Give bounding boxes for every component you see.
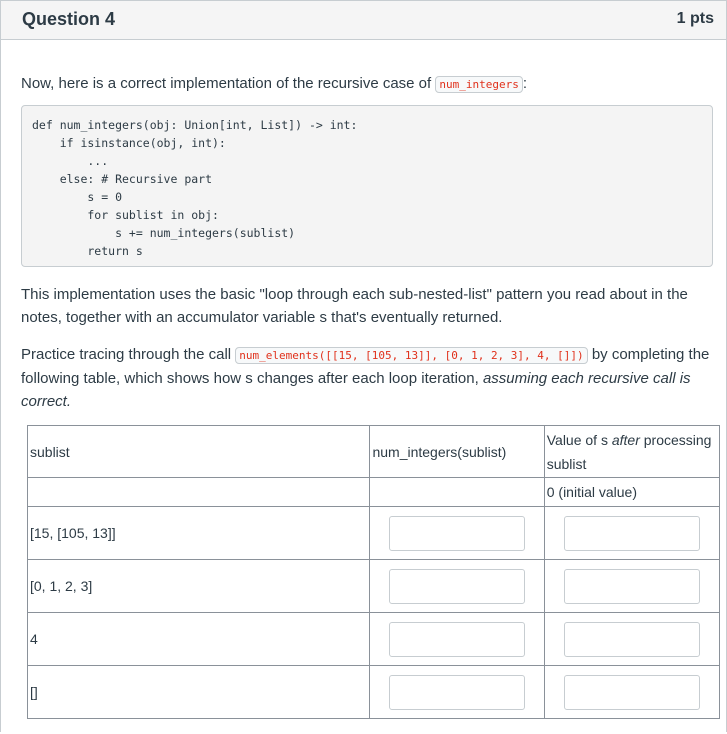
value-of-s-input[interactable] [564,569,700,604]
table-row [28,666,720,719]
practice-italic: assuming each recursive call is correct. [21,370,691,410]
intro-code: num_integers [435,76,522,93]
practice-prefix: Practice tracing through the call [21,346,236,363]
table-row [28,507,720,560]
question-points: 1 pts [676,10,714,27]
code-block [21,105,713,267]
sublist-cell: 4 [28,613,370,666]
value-of-s-input[interactable] [564,622,700,657]
code-line: s = 0 [32,190,123,204]
initial-value: 0 (initial value) [544,478,719,507]
intro-suffix: : [522,75,528,92]
value-of-s-input[interactable] [564,675,700,710]
table-header-row [28,426,720,478]
num-integers-input[interactable] [389,675,525,710]
sublist-cell: [15, [105, 13]] [28,507,370,560]
practice-middle: by completing the following table, which shows how s changes after each loop iteration, [21,346,710,387]
num-integers-input[interactable] [389,622,525,657]
sublist-cell: [] [28,666,370,719]
question-title: Question 4 [22,9,116,29]
intro-paragraph [21,72,711,96]
code-line: else: # Recursive part [32,172,213,186]
code-line: if isinstance(obj, int): [32,136,226,150]
num-integers-input[interactable] [389,516,525,551]
table-row [28,478,720,507]
value-of-s-input[interactable] [564,516,700,551]
code-line: def num_integers(obj: Union[int, List]) -> int: [32,118,358,132]
code-line: return s [32,244,143,258]
trace-table [27,425,720,719]
sublist-cell: [0, 1, 2, 3] [28,560,370,613]
code-line: s += num_integers(sublist) [32,226,296,240]
practice-paragraph [21,343,711,413]
practice-code: num_elements([[15, [105, 13]], [0, 1, 2, 3], 4, []]) [235,347,587,364]
num-integers-input[interactable] [389,569,525,604]
header-value-of-s: Value of s after processing sublist [544,426,719,478]
question-header [0,0,727,40]
table-row [28,560,720,613]
code-line: ... [32,154,109,168]
intro-text: Now, here is a correct implementation of the recursive case of [21,75,436,92]
table-row [28,613,720,666]
header-num-integers: num_integers(sublist) [370,426,544,478]
explanation-paragraph: This implementation uses the basic "loop through each sub-nested-list" pattern you read about in the notes, together with an accumulator variable s that's eventually returned. [21,286,688,326]
code-line: for sublist in obj: [32,208,219,222]
header-sublist: sublist [28,426,370,478]
